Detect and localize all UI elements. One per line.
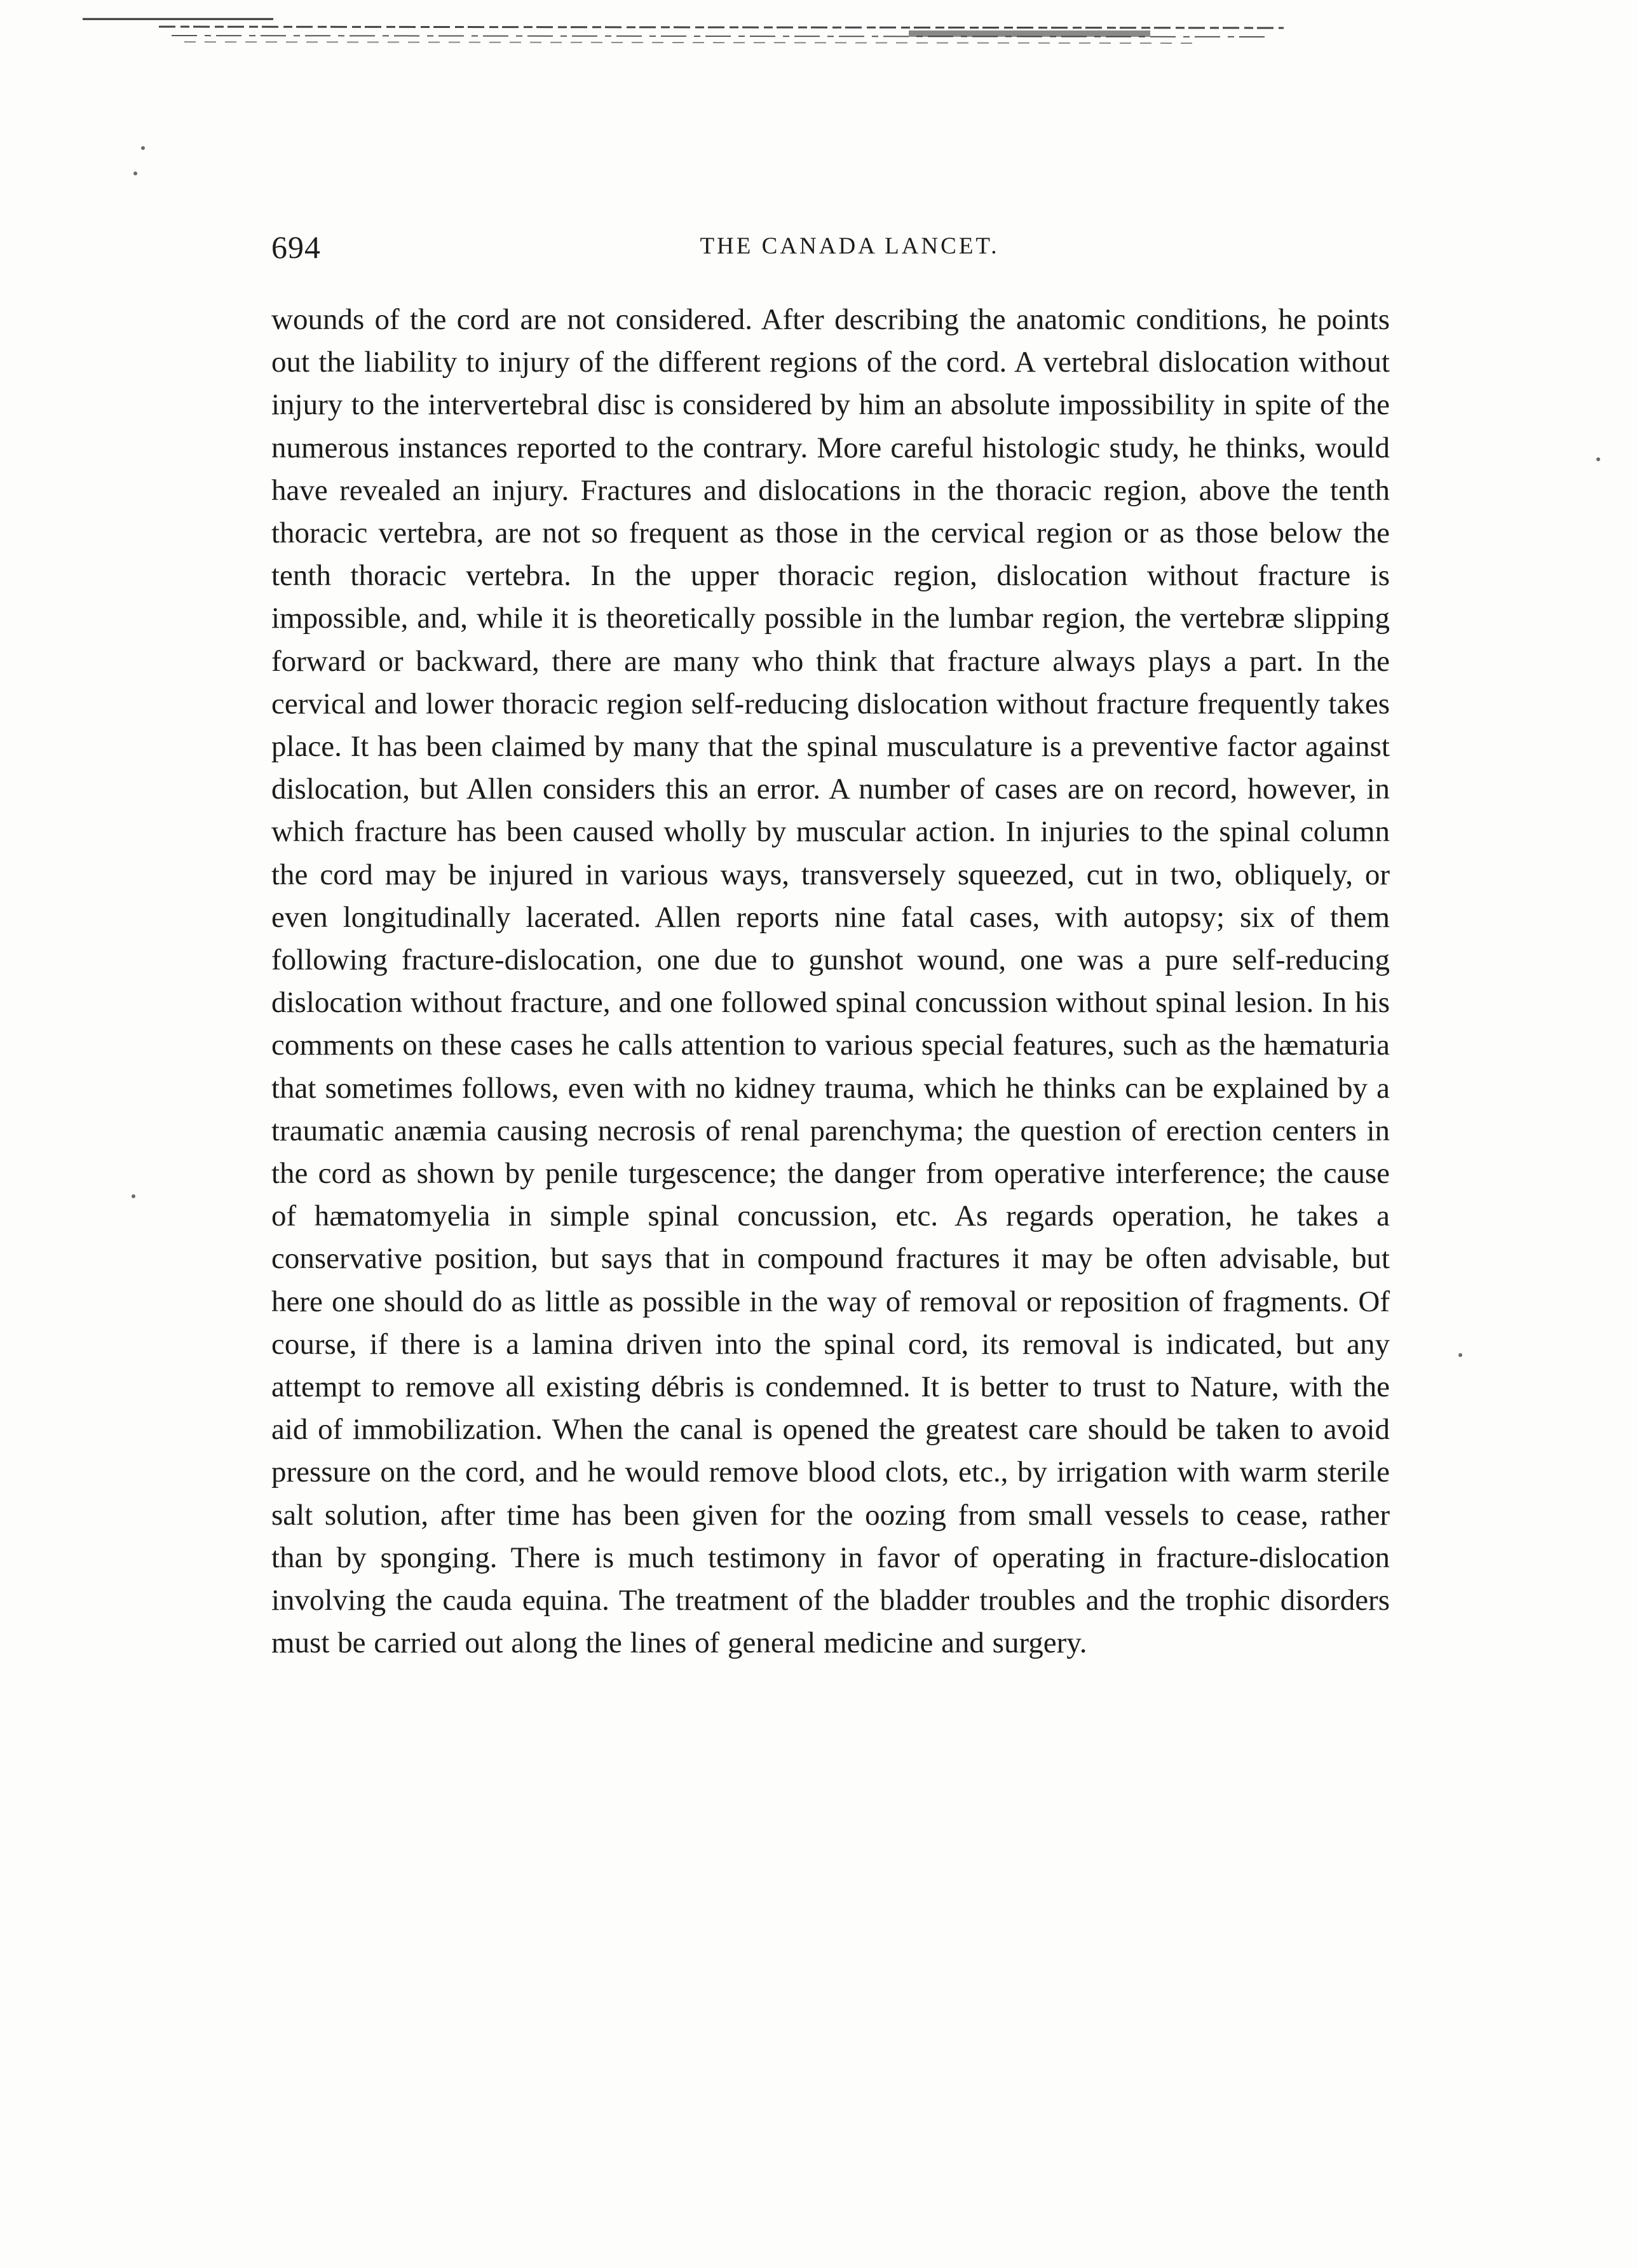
scan-speck — [1596, 457, 1600, 461]
body-paragraph: wounds of the cord are not considered. After describing the anatomic conditions, he points out the liability to injury of the different regions of the cord. A vertebral dislocation without injury to the intervertebral disc is considered by him an absolute impossibility in spite of the numerous instances reported to the contrary. More careful histologic study, he thinks, would have revealed an injury. Fractures and dislocations in the thoracic region, above the tenth thoracic vertebra, are not so frequent as those in the cervical region or as those below the tenth thoracic vertebra. In the upper thoracic region, dislocation without fracture is impossible, and, while it is theoretically possible in the lumbar region, the vertebræ slipping forward or backward, there are many who think that fracture always plays a part. In the cervical and lower thoracic region self-reducing dislocation without fracture frequently takes place. It has been claimed by many that the spinal musculature is a preventive factor against dislocation, but Allen considers this an error. A number of cases are on record, however, in which fracture has been caused wholly by muscular action. In injuries to the spinal column the cord may be injured in various ways, transversely squeezed, cut in two, obliquely, or even longitudinally lacerated. Allen reports nine fatal cases, with autopsy; six of them following fracture-dislocation, one due to gunshot wound, one was a pure self-reducing dislocation without fracture, and one followed spinal concussion without spinal lesion. In his comments on these cases he calls attention to various special features, such as the hæmaturia that sometimes follows, even with no kidney trauma, which he thinks can be explained by a traumatic anæmia causing necrosis of renal parenchyma; the question of erection centers in the cord as shown by penile turgescence; the danger from operative interference; the cause of hæmatomyelia in simple spinal concussion, etc. As regards operation, he takes a conservative position, but says that in compound fractures it may be often advisable, but here one should do as little as possible in the way of removal or reposition of fragments. Of course, if there is a lamina driven into the spinal cord, its removal is indicated, but any attempt to remove all existing débris is condemned. It is better to trust to Nature, with the aid of immobilization. When the canal is opened the greatest care should be taken to avoid pressure on the cord, and he would remove blood clots, etc., by irrigation with warm sterile salt solution, after time has been given for the oozing from small vessels to cease, rather than by sponging. There is much testimony in favor of operating in fracture-dislocation involving the cauda equina. The treatment of the bladder troubles and the trophic disorders must be carried out along the lines of general medicine and surgery. — [271, 303, 1390, 1660]
running-head: THE CANADA LANCET. — [700, 233, 1000, 259]
page-number: 694 — [271, 229, 321, 265]
page-header — [271, 229, 1390, 273]
scan-edge-artifact — [83, 14, 1284, 52]
scan-speck — [1458, 1353, 1462, 1357]
scan-speck — [133, 172, 137, 175]
scan-speck — [141, 146, 145, 150]
scan-speck — [132, 1194, 135, 1198]
